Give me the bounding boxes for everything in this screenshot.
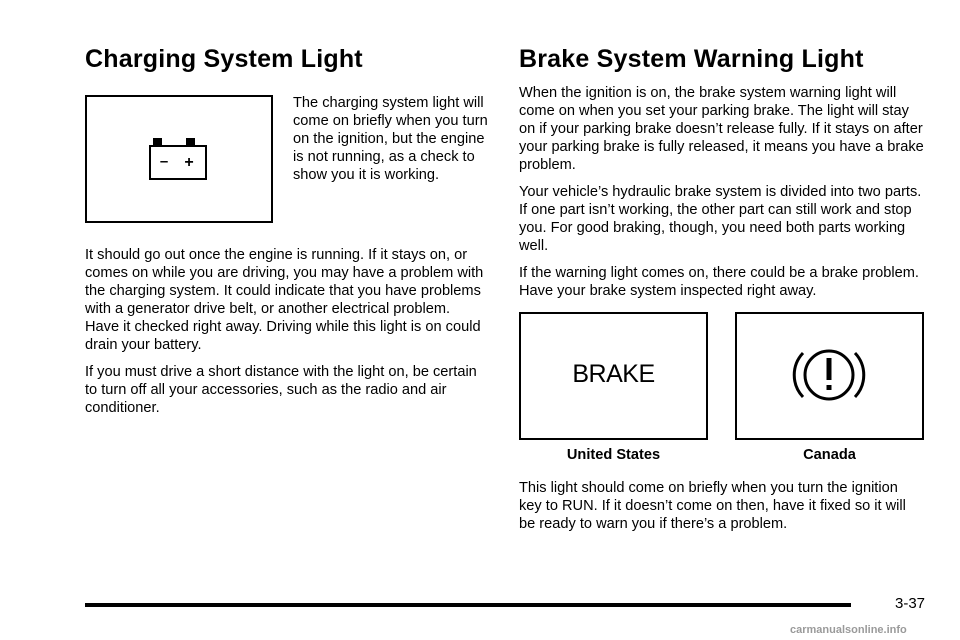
battery-plus-sign: +	[184, 154, 194, 171]
battery-symbol-box	[85, 95, 273, 223]
footer-rule	[85, 603, 851, 607]
watermark-text: carmanualsonline.info	[790, 624, 907, 636]
brake-paragraph-4: This light should come on briefly when you turn the ignition key to RUN. If it doesn’t come on then, have it fixed so it will be ready to warn you if there’s a problem.	[519, 480, 906, 532]
brake-system-title: Brake System Warning Light	[519, 45, 864, 73]
brake-warning-icon	[737, 314, 922, 438]
brake-bottom-text	[519, 479, 924, 533]
brake-word-symbol: BRAKE	[572, 360, 655, 388]
brake-symbol-box-us	[519, 312, 708, 440]
charging-paragraph-1: It should go out once the engine is running. If it stays on, or comes on while you are driving, you may have a problem with the charging system. It could indicate that you have problems with a generator drive belt, or another electrical problem. Have it checked right away. Driving while this light is on could drain your battery.	[85, 247, 484, 353]
brake-symbol-box-canada	[735, 312, 924, 440]
battery-minus-sign: –	[159, 153, 169, 170]
battery-icon	[87, 97, 271, 221]
brake-paragraph-2: Your vehicle’s hydraulic brake system is divided into two parts. If one part isn’t working, the other part can still work and stop you. For good braking, though, you need both parts working well.	[519, 184, 922, 254]
charging-side-paragraph: The charging system light will come on briefly when you turn on the ignition, but the engine is not running, as a check to show you it is working.	[293, 95, 488, 183]
brake-body	[519, 84, 924, 300]
brake-paragraph-1: When the ignition is on, the brake system warning light will come on when you set your parking brake. The light will stay on if your parking brake doesn’t release fully. If it stays on after your parking brake is fully released, it means you have a brake problem.	[519, 85, 924, 173]
caption-canada: Canada	[803, 447, 856, 463]
charging-paragraph-2: If you must drive a short distance with the light on, be certain to turn off all your accessories, such as the radio and air conditioner.	[85, 364, 477, 416]
charging-body	[85, 246, 485, 417]
charging-side-text	[293, 94, 488, 184]
page-number: 3-37	[895, 595, 926, 612]
brake-paragraph-3: If the warning light comes on, there could be a brake problem. Have your brake system inspected right away.	[519, 265, 919, 299]
caption-united-states: United States	[566, 447, 661, 463]
charging-system-title: Charging System Light	[85, 45, 363, 73]
